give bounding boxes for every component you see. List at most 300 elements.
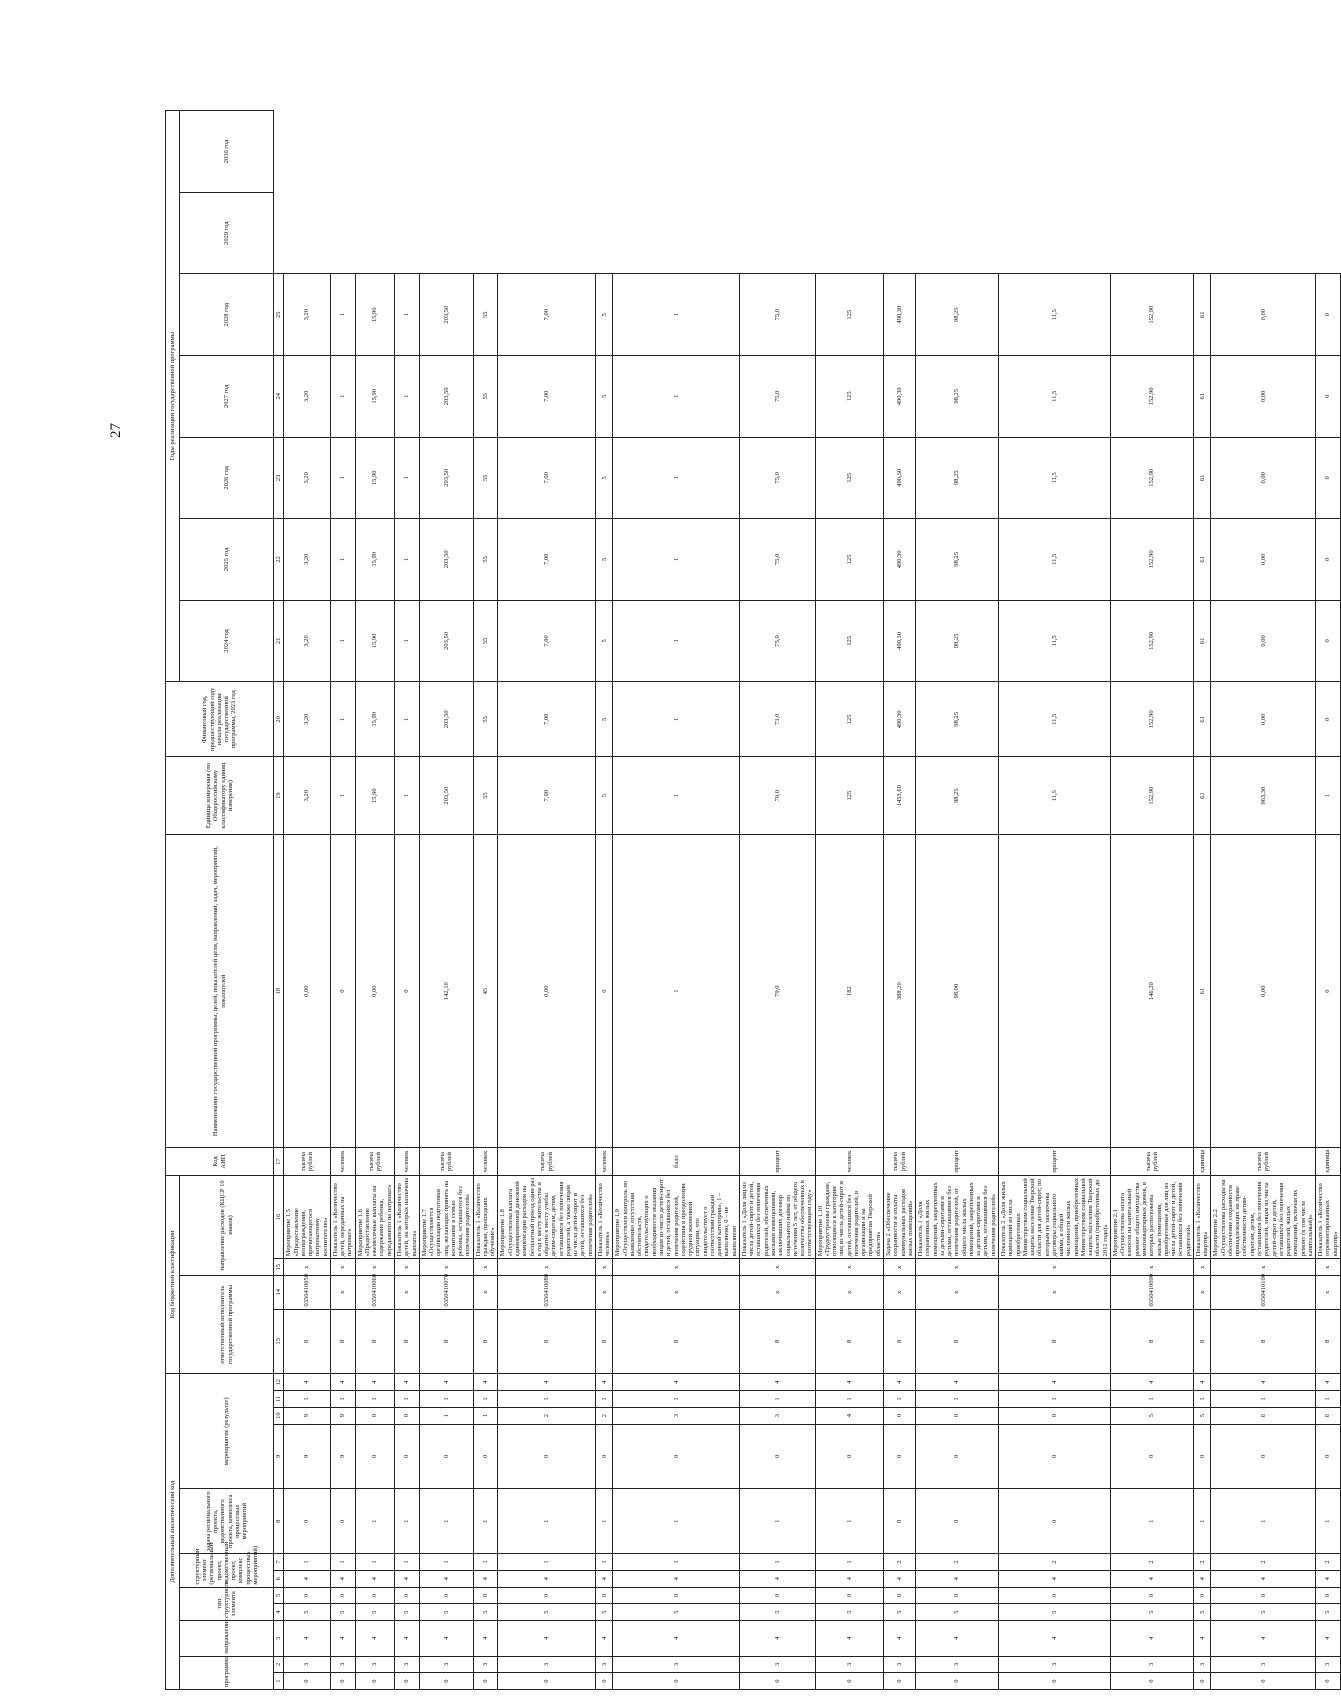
table-cell: 1 [613,437,740,519]
table-cell: 4 [1316,1621,1341,1657]
table-row [330,111,355,1690]
header-base-year: Финансовый год, предшествующий году начала реализации государственной программы, 2023 год [166,682,274,757]
table-cell: 0 [394,1673,419,1690]
table-row [1193,111,1211,1690]
table-cell: 0,00 [1211,834,1316,1148]
table-cell: х [595,1276,613,1309]
table-cell: 0 [613,1587,740,1604]
table-cell: 0 [394,834,419,1148]
table-cell: 0 [883,1673,915,1690]
column-number: 17 [274,1148,284,1175]
table-cell: 0 [1110,1424,1193,1489]
table-cell: 4 [473,1621,498,1657]
table-cell: 15,90 [355,355,394,437]
table-cell: 4 [815,1621,883,1657]
table-cell: 4 [1211,1374,1316,1391]
table-cell: 7,00 [498,757,595,834]
column-number: 2 [274,1656,284,1673]
table-cell: Мероприятие 1.6 «Предоставление ежемесячные выплаты на содержание ребенка, переданного на патронат» [355,1175,394,1259]
table-cell: 61 [1193,757,1211,834]
table-cell: 0,00 [1211,682,1316,757]
table-cell: 1 [498,1489,595,1554]
table-cell: 0 [916,1587,999,1604]
header-year-2028: 2028 год [180,274,274,356]
table-cell: 152,90 [1110,682,1193,757]
table-cell: 5 [595,355,613,437]
table-cell: 45 [473,834,498,1148]
table-cell: 203,50 [419,600,473,682]
header-napravlenie: направление [180,1621,274,1657]
table-cell: 152,90 [1110,274,1193,356]
table-cell: х [1193,1259,1211,1276]
table-cell: 4 [739,1570,815,1587]
table-cell: 0 [815,1673,883,1690]
table-cell: 388,20 [883,834,915,1148]
table-cell: 4 [284,1570,331,1587]
table-cell: 5 [595,682,613,757]
table-cell: 4 [613,1374,740,1391]
table-cell: 8 [394,1309,419,1374]
table-cell: 0 [1316,519,1341,601]
table-cell: 1 [998,1391,1110,1408]
table-cell: 4 [498,1621,595,1657]
table-cell: 3,20 [284,519,331,601]
table-cell: х [1211,1259,1316,1276]
table-cell: 5 [355,1604,394,1621]
table-cell: 5 [1193,1604,1211,1621]
table-cell: 8 [613,1309,740,1374]
table-cell: 61 [1193,519,1211,601]
table-cell: 8 [998,1309,1110,1374]
table-cell: 15,90 [355,757,394,834]
header-year-2024: 2024 год [180,600,274,682]
table-cell: 2 [883,1554,915,1571]
column-number: 13 [274,1309,284,1374]
table-cell: Показатель 1 «Количество детей, переданных на патронат» [330,1175,355,1259]
table-cell: 7,00 [498,682,595,757]
header-struct: структурный элемент (региональный проект, ведомственный проект, комплекс процессных мероприятий) [180,1554,274,1587]
table-cell: 3 [498,1656,595,1673]
table-cell: 1 [1316,1391,1341,1408]
table-cell: 125 [815,600,883,682]
table-cell: 1 [330,600,355,682]
table-cell: 3 [1316,1656,1341,1673]
table-cell: 2 [595,1407,613,1424]
table-cell: 0 [330,1673,355,1690]
table-cell: 3 [739,1656,815,1673]
table-cell: 73,0 [739,682,815,757]
table-cell: 11,5 [998,355,1110,437]
table-cell: тысяча рублей [284,1148,331,1175]
table-cell: 0 [883,1424,915,1489]
table-cell: 55 [473,757,498,834]
table-cell: х [330,1259,355,1276]
table-cell: 1 [916,1391,999,1408]
table-cell: 9 [284,1407,331,1424]
rotated-table-wrapper [165,110,1339,1690]
table-cell: 1 [498,1554,595,1571]
table-row [883,111,915,1690]
table-cell: 0 [1316,274,1341,356]
table-cell: человек [330,1148,355,1175]
table-cell: Мероприятие 1.8 «Осуществлена выплата единовременной денежной компенсации расходов на бесплатный проезд один раз в год к месту жительства и обратно к месту учебы детям-сиротам, детям, оставшимся без попечения родителей, а также лицам из числа детей-сирот и детей, оставшихся без попечения родителей» [498,1175,595,1259]
header-budget-code: Код бюджетной классификации [166,1175,180,1374]
table-cell: 963,30 [1211,757,1316,834]
table-cell: человек [473,1148,498,1175]
table-cell: 152,90 [1110,437,1193,519]
table-cell: 98,25 [916,600,999,682]
table-cell: 5 [595,1604,613,1621]
table-cell: 11,5 [998,274,1110,356]
table-cell: 15,90 [355,682,394,757]
table-cell: 490,30 [883,274,915,356]
table-cell: 4 [419,1621,473,1657]
table-cell: 4 [1211,1621,1316,1657]
table-cell: 3 [613,1407,740,1424]
table-cell: 0,00 [1211,437,1316,519]
table-cell: х [998,1259,1110,1276]
table-cell: 4 [1316,1374,1341,1391]
table-cell: 4 [815,1374,883,1391]
table-cell: 1 [394,1391,419,1408]
table-cell: Показатель 1 «Количество человек» [595,1175,613,1259]
column-number: 15 [274,1259,284,1276]
table-cell: 4 [1193,1621,1211,1657]
table-cell: 0 [498,1587,595,1604]
table-cell: 98,25 [916,274,999,356]
table-cell: человек [595,1148,613,1175]
table-cell: 1 [1211,1391,1316,1408]
table-cell: 0 [330,1587,355,1604]
table-cell: 0 [815,1587,883,1604]
table-cell: 142,10 [419,834,473,1148]
table-cell: 4 [1110,1621,1193,1657]
table-cell: 4 [916,1570,999,1587]
table-cell: 0350410050 [284,1276,331,1309]
header-year-2030: 2030 год [180,111,274,193]
table-cell: 1 [613,1391,740,1408]
table-body [274,111,1341,1690]
table-cell: 203,50 [419,274,473,356]
column-number: 24 [274,355,284,437]
table-cell: 5 [1316,1604,1341,1621]
table-cell: балл [613,1148,740,1175]
table-row [473,111,498,1690]
column-number: 22 [274,519,284,601]
table-cell: 3 [473,1656,498,1673]
table-cell: 125 [815,355,883,437]
table-cell: х [595,1259,613,1276]
table-cell: 1 [419,1554,473,1571]
table-cell: процент [739,1148,815,1175]
table-cell: 11,5 [998,519,1110,601]
table-cell: 182 [815,834,883,1148]
table-cell: 3 [883,1656,915,1673]
table-cell: 61 [1193,600,1211,682]
table-cell: 152,90 [1110,355,1193,437]
table-cell: 203,50 [419,519,473,601]
table-cell: Показатель 2 «Доля жилых помещений из числа приобретенных Министерством социальной защиты населения Тверской области для детей-сирот, по которым не заключены договоры социального найма, в общей численности жилых помещений, приобретенных Министерством социальной защиты населения Тверской области (приобретенных до 2012 года)» [998,1175,1110,1259]
table-cell: 0 [998,1587,1110,1604]
table-cell: 4 [473,1570,498,1587]
table-cell: Показатель 1 «Количество детей, на которых назначена выплата» [394,1175,419,1259]
table-cell: 125 [815,757,883,834]
table-cell: х [815,1276,883,1309]
table-cell: 4 [998,1621,1110,1657]
table-cell: 0 [284,1673,331,1690]
table-cell: 203,50 [419,757,473,834]
table-cell: 0 [498,1673,595,1690]
table-cell: 1 [419,1407,473,1424]
table-cell: 8 [916,1309,999,1374]
table-cell: 5 [498,1604,595,1621]
table-cell: 4 [1316,1570,1341,1587]
table-row [498,111,595,1690]
table-cell: 8 [473,1309,498,1374]
table-cell: 1 [1316,757,1341,834]
table-cell: тысяча рублей [883,1148,915,1175]
table-cell: 2 [1193,1554,1211,1571]
table-cell: 1 [284,1554,331,1571]
table-cell: 5 [595,437,613,519]
header-analytic-code: Дополнительный аналитический код [166,1374,180,1690]
table-cell: 4 [916,1374,999,1391]
table-cell: 8 [883,1309,915,1374]
table-cell: 0 [1193,1587,1211,1604]
table-cell: 4 [330,1570,355,1587]
table-cell: х [998,1276,1110,1309]
table-cell: 98,00 [916,834,999,1148]
table-cell: х [498,1259,595,1276]
table-cell: 4 [815,1570,883,1587]
table-cell: 0 [595,834,613,1148]
table-cell: 3 [1193,1656,1211,1673]
table-cell: 0 [473,1424,498,1489]
table-cell: 0 [498,1424,595,1489]
table-cell: 0 [613,1673,740,1690]
table-cell: тысяча рублей [1211,1148,1316,1175]
table-cell: 55 [473,519,498,601]
table-cell: 5 [595,757,613,834]
table-cell: 61 [1193,834,1211,1148]
table-cell: 125 [815,682,883,757]
header-aip: Код АИП [166,1148,274,1175]
table-cell: 152,90 [1110,519,1193,601]
table-cell: Мероприятие 1.9 «Осуществлен контроль по выявлению отсутствия обстоятельств, свидетельствующих о необходимости оказания лицам из числа детей-сирот и детей, оставшихся без попечения родителей, содействия в преодолении трудной жизненной ситуации, что свидетельствует о соответствии граждан данной категории», 1 – выполнено, 0 – не выполнено [613,1175,740,1259]
table-cell: х [613,1259,740,1276]
table-cell: 4 [330,1374,355,1391]
table-cell: 75,0 [739,274,815,356]
table-cell: 4 [498,1570,595,1587]
table-cell: 3 [284,1656,331,1673]
table-cell: 0 [330,834,355,1148]
table-cell: 4 [355,1570,394,1587]
table-cell: 0 [998,1673,1110,1690]
table-cell: 2 [998,1554,1110,1571]
table-cell: 55 [473,437,498,519]
table-cell: 5 [595,600,613,682]
table-cell: 3 [355,1656,394,1673]
table-cell: 1 [355,1391,394,1408]
header-kcsr: направление расходов (КЦСР 10 знаков) [180,1175,274,1275]
table-cell: 7,00 [498,355,595,437]
table-cell: 125 [815,437,883,519]
table-cell: 0 [1316,1673,1341,1690]
table-cell: 0 [1193,1424,1211,1489]
table-cell: 55 [473,274,498,356]
table-cell: 5 [595,274,613,356]
table-cell: 1 [394,600,419,682]
table-cell: 4 [613,1570,740,1587]
table-cell: 1 [613,757,740,834]
table-cell: 4 [916,1621,999,1657]
table-cell: 0 [815,1424,883,1489]
table-cell: 1 [394,757,419,834]
table-cell: 1 [613,834,740,1148]
table-cell: 4 [284,1621,331,1657]
table-cell: 3 [1110,1656,1193,1673]
table-cell: тысяча рублей [419,1148,473,1175]
table-cell: единица [1193,1148,1211,1175]
table-cell: 0 [883,1587,915,1604]
table-cell: х [1316,1276,1341,1309]
header-unit: Единица измерения (по Общероссийскому классификатору единиц измерения) [166,757,274,834]
table-cell: 1 [394,274,419,356]
table-cell: 6 [1316,1407,1341,1424]
table-cell: Мероприятие 1.5 «Предоставление вознаграждения, причитающегося патронатному воспитателю» [284,1175,331,1259]
table-cell: 7,00 [498,600,595,682]
table-cell: 7,00 [498,519,595,601]
table-cell: 5 [394,1604,419,1621]
table-cell: 1 [613,274,740,356]
table-cell: Показатель 1 «Доля лиц из числа детей-сирот и детей, оставшихся без попечения родителей, обеспеченных жилыми помещениями, заключивших договор социального найма по истечении 5 лет, от общего количества обеспеченных в соответствующем году» [739,1175,815,1259]
table-cell: 1 [1193,1489,1211,1554]
table-cell: 1 [330,519,355,601]
table-cell: 1 [1211,1489,1316,1554]
table-cell: тысяча рублей [498,1148,595,1175]
table-cell: 15,90 [355,437,394,519]
table-cell: х [394,1259,419,1276]
table-cell: 0 [1110,1673,1193,1690]
table-cell: 61 [1193,437,1211,519]
table-cell: х [1110,1259,1193,1276]
table-cell: 0 [1316,682,1341,757]
header-year-2026: 2026 год [180,437,274,519]
table-cell: Показатель 1 «Количество квартир» [1193,1175,1211,1259]
table-cell: 5 [998,1604,1110,1621]
table-cell: 5 [815,1604,883,1621]
table-cell: 0 [1110,1587,1193,1604]
table-cell: 4 [883,1621,915,1657]
column-number: 25 [274,274,284,356]
table-cell: 0 [1193,1673,1211,1690]
table-cell: 3,20 [284,600,331,682]
table-cell: Мероприятие 1.7 «Осуществляется организация подготовки лиц, желающих принять на воспитание в семью ребенка, оставшегося без попечения родителей» [419,1175,473,1259]
table-cell: 4 [1193,1374,1211,1391]
table-cell: 0 [394,1587,419,1604]
table-cell: 4 [883,1570,915,1587]
table-cell: 15,90 [355,274,394,356]
table-cell: 0 [473,1587,498,1604]
table-cell: 1 [613,682,740,757]
table-cell: 1 [815,1391,883,1408]
table-cell: 0 [284,1587,331,1604]
table-cell: х [1193,1276,1211,1309]
table-cell: х [473,1259,498,1276]
table-cell: 3 [394,1656,419,1673]
table-cell: 1453,60 [883,757,915,834]
column-number: 8 [274,1489,284,1554]
table-cell: 55 [473,682,498,757]
table-cell: 4 [595,1570,613,1587]
table-cell: 0 [394,1424,419,1489]
table-cell: 75,0 [739,355,815,437]
table-cell: процент [998,1148,1110,1175]
table-cell: 0 [916,1407,999,1424]
table-row [355,111,394,1690]
table-cell: 0 [394,1407,419,1424]
table-cell: 1 [613,1489,740,1554]
table-cell: 152,90 [1110,757,1193,834]
table-cell: 1 [815,1489,883,1554]
page-number: 27 [108,423,124,438]
table-cell: 1 [1193,1391,1211,1408]
table-cell: 1 [595,1391,613,1408]
table-cell: 2 [1316,1554,1341,1571]
column-number: 11 [274,1391,284,1408]
table-cell: 0 [1211,1673,1316,1690]
table-cell: 11,5 [998,437,1110,519]
table-cell: 5 [330,1604,355,1621]
table-cell: 0 [1211,1587,1316,1604]
table-cell: 8 [815,1309,883,1374]
column-number: 20 [274,682,284,757]
table-cell: 1 [473,1489,498,1554]
table-cell: х [883,1276,915,1309]
table-cell: 0 [883,1489,915,1554]
table-row [394,111,419,1690]
table-cell: 1 [330,355,355,437]
table-cell: 0,00 [1211,600,1316,682]
table-cell: х [613,1276,740,1309]
table-cell: х [284,1259,331,1276]
table-cell: х [815,1259,883,1276]
table-cell: 0,00 [1211,355,1316,437]
column-number: 16 [274,1175,284,1259]
table-cell: х [916,1259,999,1276]
table-cell: 1 [739,1489,815,1554]
table-cell: 0 [1316,1424,1341,1489]
table-cell: Показатель 1 «Доля сохраненных жилых помещений, закрепленных за детьми-сиротами и детьми, оставшимися без попечения родителей, от общего числа жилых помещений, закрепленных за детьми-сиротами и детьми, оставшимися без попечения родителей» [916,1175,999,1259]
table-cell: 1 [330,274,355,356]
table-cell: единица [1316,1148,1341,1175]
column-number: 23 [274,437,284,519]
table-cell: 3 [739,1407,815,1424]
table-cell: 0350410080 [498,1276,595,1309]
table-cell: 0 [1316,600,1341,682]
column-number: 21 [274,600,284,682]
table-cell: 0 [595,1587,613,1604]
header-year-2029: 2029 год [180,192,274,274]
table-cell: х [355,1259,394,1276]
table-cell: 9 [284,1424,331,1489]
table-cell: х [916,1276,999,1309]
table-cell: 1 [595,1489,613,1554]
table-cell: 1 [815,1554,883,1571]
table-cell: 0 [739,1424,815,1489]
table-cell: 1 [613,600,740,682]
table-row [1211,111,1316,1690]
